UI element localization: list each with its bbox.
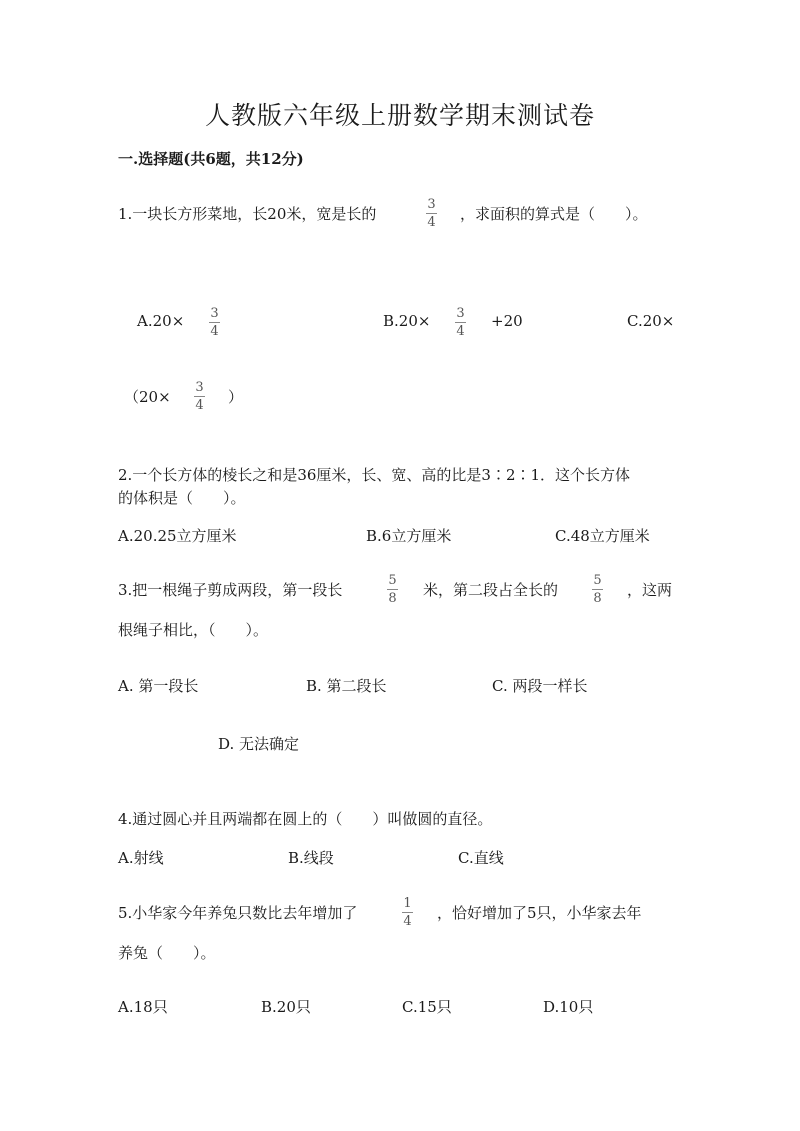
question-1-option-c: C.20× bbox=[627, 312, 675, 330]
question-5-fraction: 1 4 bbox=[403, 896, 412, 929]
question-5-option-a: A.18只 bbox=[118, 998, 168, 1016]
question-1-text-b: ，求面积的算式是（ ）。 bbox=[460, 205, 648, 223]
question-2-option-c: C.48立方厘米 bbox=[555, 527, 650, 545]
question-3-line-2: 根绳子相比，（ ）。 bbox=[118, 621, 269, 639]
question-3-text-b: 米，第二段占全长的 bbox=[423, 581, 559, 599]
question-3-option-a: A. 第一段长 bbox=[118, 677, 199, 695]
question-4-option-b: B.线段 bbox=[288, 849, 334, 867]
question-3-option-d: D. 无法确定 bbox=[218, 735, 300, 753]
question-3-fraction-2: 5 8 bbox=[593, 573, 602, 606]
question-2-option-b: B.6立方厘米 bbox=[366, 527, 452, 545]
option-b-fraction: 3 4 bbox=[456, 306, 465, 339]
question-5-option-c: C.15只 bbox=[402, 998, 452, 1016]
question-5-text-a: 5.小华家今年养兔只数比去年增加了 bbox=[118, 904, 358, 922]
option-b-tail: +20 bbox=[491, 312, 523, 330]
question-5-text-b: ，恰好增加了5只，小华家去年 bbox=[437, 904, 642, 922]
option-a-fraction: 3 4 bbox=[210, 306, 219, 339]
question-1-option-a: A.20× bbox=[137, 312, 185, 330]
question-4-text: 4.通过圆心并且两端都在圆上的（ ）叫做圆的直径。 bbox=[118, 810, 493, 828]
section-heading: 一.选择题(共6题，共12分) bbox=[118, 150, 304, 168]
option-c-tail: ） bbox=[228, 388, 244, 406]
question-4-option-c: C.直线 bbox=[458, 849, 504, 867]
question-1-fraction: 3 4 bbox=[427, 197, 436, 230]
question-2-line-2: 的体积是（ ）。 bbox=[118, 489, 246, 507]
question-3-fraction-1: 5 8 bbox=[388, 573, 397, 606]
question-5-line-2: 养兔（ ）。 bbox=[118, 944, 216, 962]
question-1-option-b: B.20× bbox=[383, 312, 431, 330]
question-5-option-b: B.20只 bbox=[261, 998, 311, 1016]
page-title: 人教版六年级上册数学期末测试卷 bbox=[204, 101, 595, 130]
question-2-line-1: 2.一个长方体的棱长之和是36厘米，长、宽、高的比是3∶2∶1．这个长方体 bbox=[118, 466, 631, 484]
question-3-text-c: ，这两 bbox=[627, 581, 673, 599]
question-5-option-d: D.10只 bbox=[543, 998, 594, 1016]
question-1-text-a: 1.一块长方形菜地，长20米，宽是长的 bbox=[118, 205, 377, 223]
question-3-option-b: B. 第二段长 bbox=[306, 677, 387, 695]
option-c-continued: （20× bbox=[124, 388, 171, 406]
option-c-fraction: 3 4 bbox=[195, 380, 204, 413]
question-2-option-a: A.20.25立方厘米 bbox=[118, 527, 237, 545]
question-4-option-a: A.射线 bbox=[118, 849, 164, 867]
question-3-option-c: C. 两段一样长 bbox=[492, 677, 588, 695]
question-3-text-a: 3.把一根绳子剪成两段，第一段长 bbox=[118, 581, 343, 599]
